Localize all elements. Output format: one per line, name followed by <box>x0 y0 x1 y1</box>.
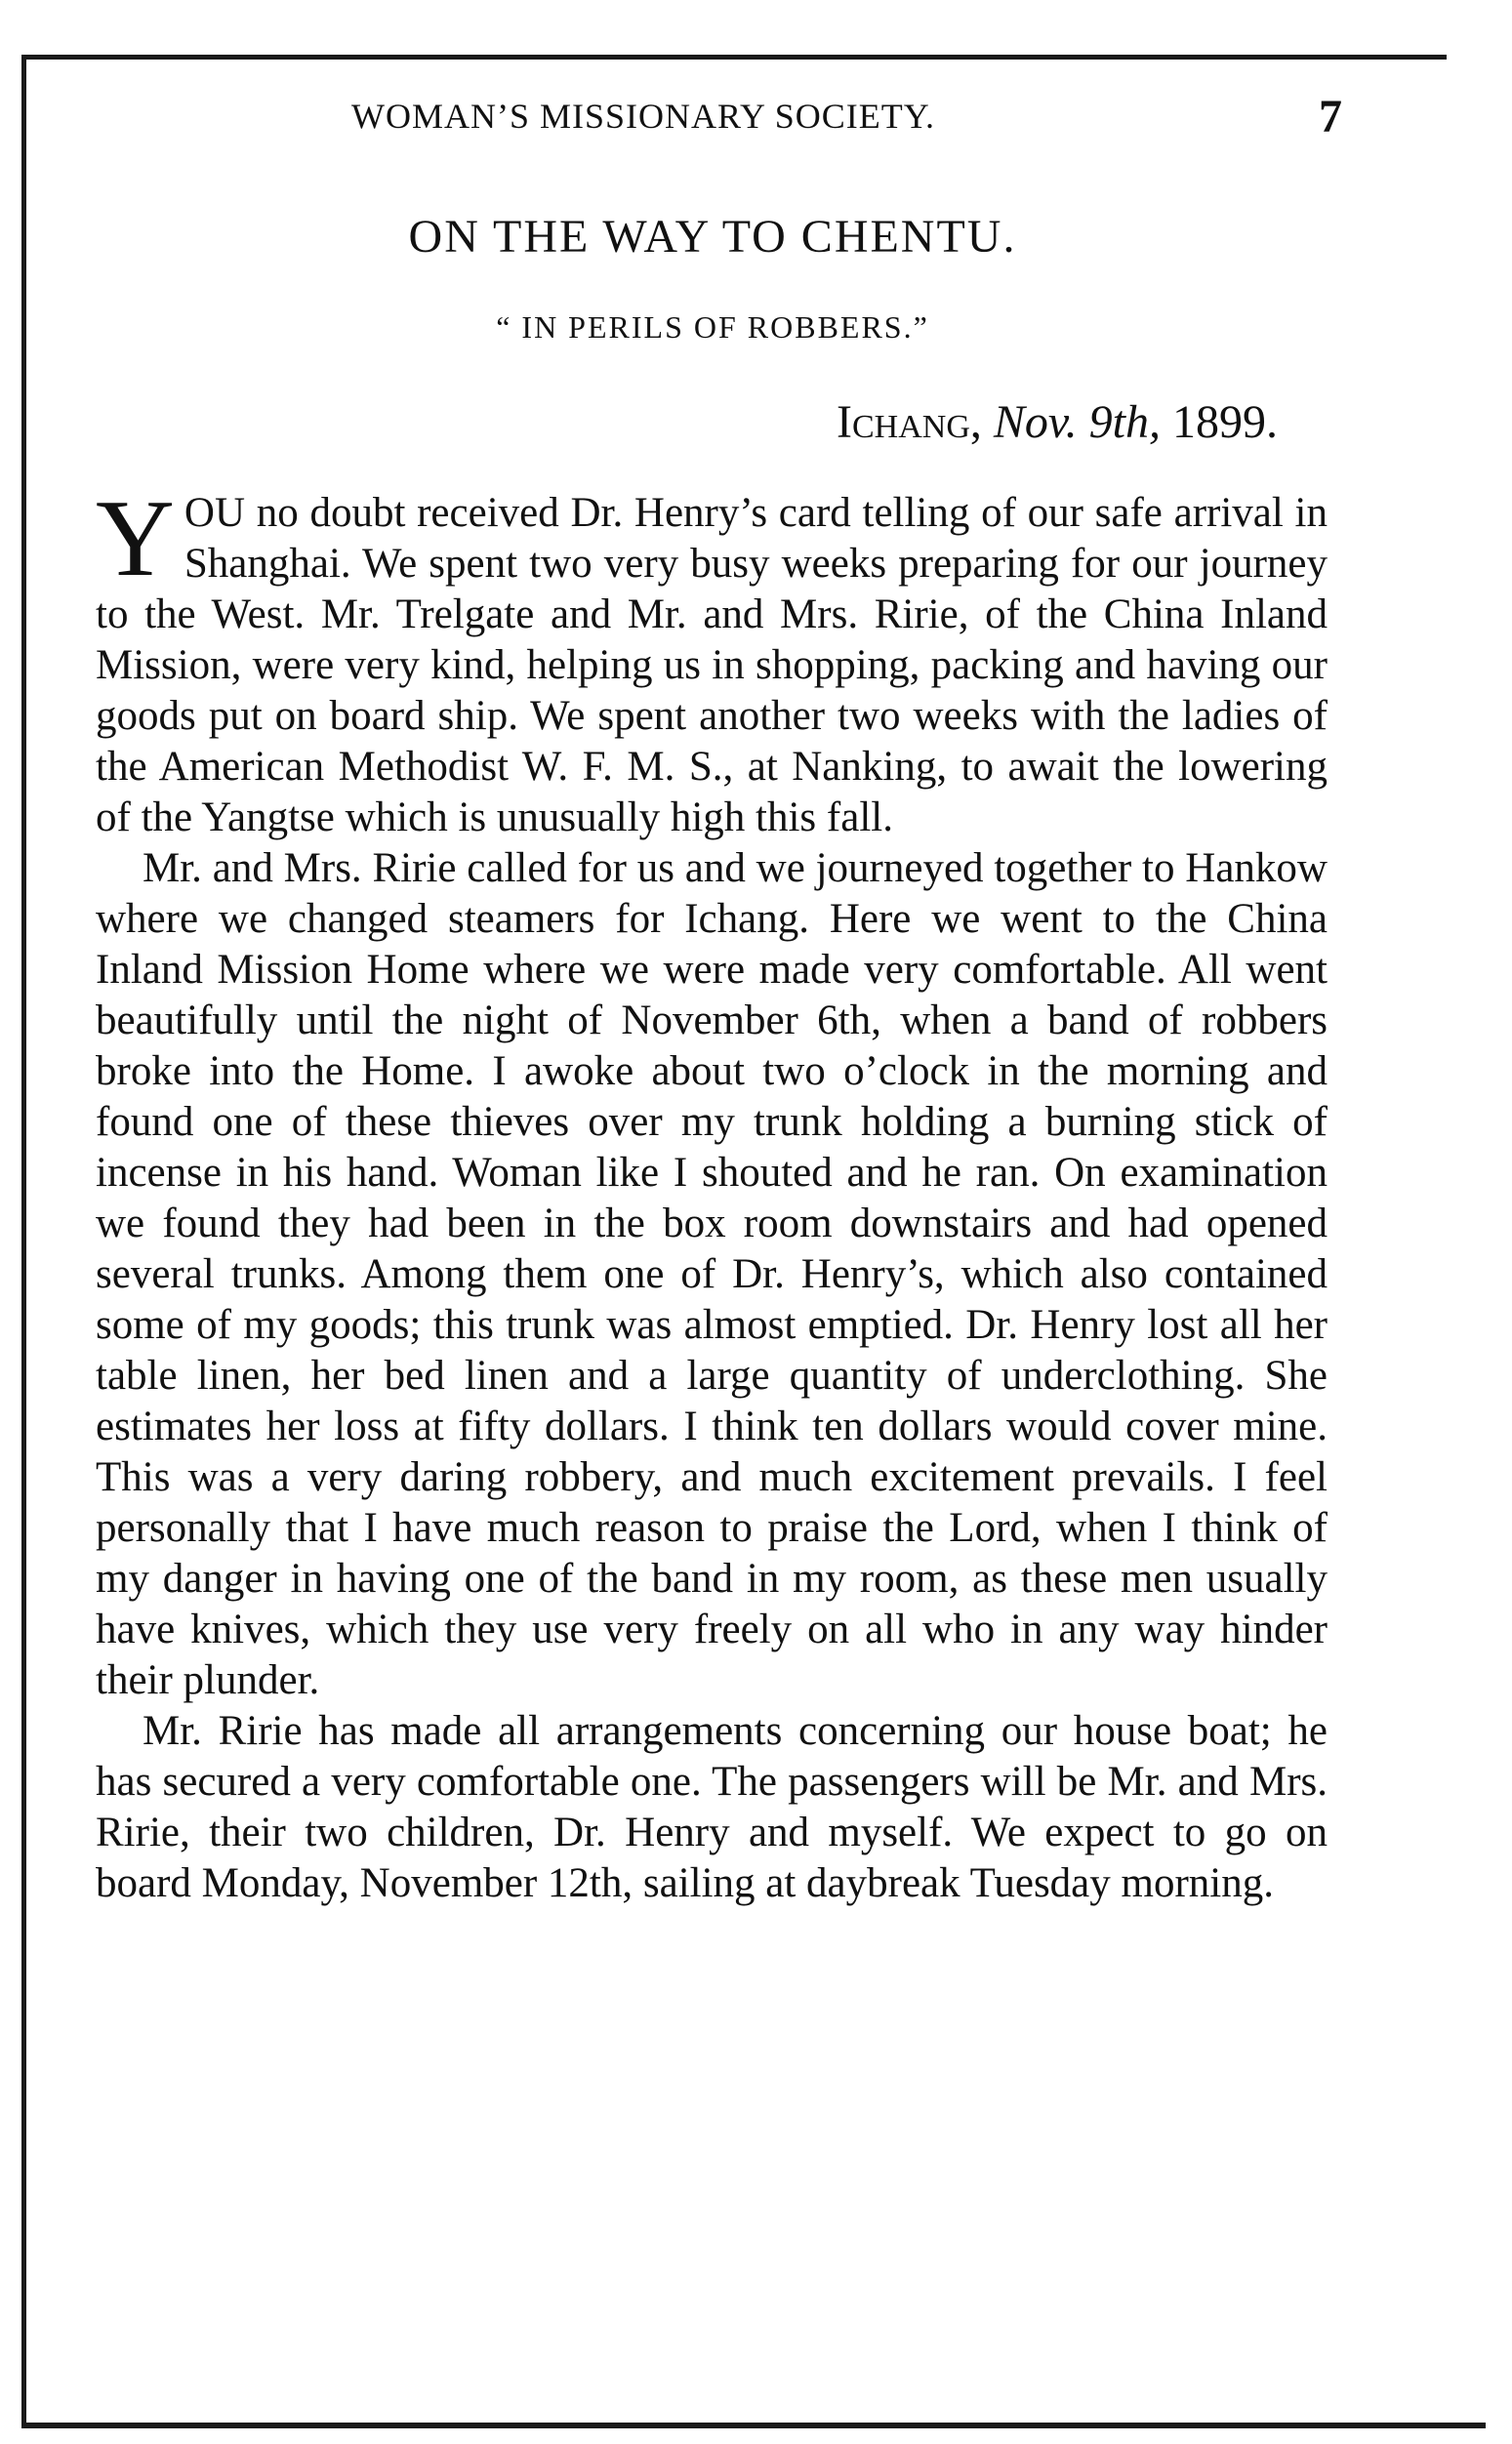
dateline-place: Ichang, <box>837 396 982 448</box>
first-word-rest: OU <box>184 490 245 536</box>
article-body <box>96 478 1328 1909</box>
page-header <box>351 90 1342 148</box>
running-head: WOMAN’S MISSIONARY SOCIETY. <box>351 97 936 136</box>
page-border-top <box>21 55 1447 60</box>
paragraph-3: Mr. Ririe has made all arrangements concerning our house boat; he has secured a very comfortable one. The passengers will be Mr. and Mrs. Ririe, their two children, Dr. Henry and myself. We expect to go on board Monday, November 12th, sailing at daybreak Tuesday morning. <box>96 1708 1328 1906</box>
dateline-date: Nov. 9th, <box>993 396 1161 448</box>
page-border-bottom <box>21 2423 1486 2428</box>
page-border-left <box>21 57 26 2428</box>
article-title: ON THE WAY TO CHENTU. <box>408 211 1017 263</box>
page-number: 7 <box>1319 91 1342 143</box>
dateline <box>837 395 1278 449</box>
article-subtitle: “ IN PERILS OF ROBBERS.” <box>496 309 929 345</box>
dateline-year: 1899. <box>1172 396 1278 448</box>
paragraph-1-text: no doubt received Dr. Henry’s card telling of our safe arrival in Shanghai. We spent two very busy weeks preparing for our journey to the West. Mr. Trelgate and Mr. and Mrs. Ririe, of the China Inland Mission, were very kind, helping us in shopping, packing and having our goods put on board ship. We spent another two weeks with the ladies of the American Methodist W. F. M. S., at Nanking, to await the lowering of the Yangtse which is unusually high this fall. <box>96 490 1328 840</box>
paragraph-1 <box>96 478 1328 843</box>
drop-cap: Y <box>96 478 175 599</box>
paragraph-2: Mr. and Mrs. Ririe called for us and we journeyed together to Hankow where we changed steamers for Ichang. Here we went to the China Inland Mission Home where we were made very comfortable. All went beautifully until the night of November 6th, when a band of robbers broke into the Home. I awoke about two o’clock in the morning and found one of these thieves over my trunk holding a burning stick of incense in his hand. Woman like I shouted and he ran. On examination we found they had been in the box room downstairs and had opened several trunks. Among them one of Dr. Henry’s, which also contained some of my goods; this trunk was almost emptied. Dr. Henry lost all her table linen, her bed linen and a large quantity of underclothing. She estimates her loss at fifty dollars. I think ten dollars would cover mine. This was a very daring robbery, and much excitement prevails. I feel personally that I have much reason to praise the Lord, when I think of my danger in having one of the band in my room, as these men usually have knives, which they use very freely on all who in any way hinder their plunder. <box>96 845 1328 1703</box>
